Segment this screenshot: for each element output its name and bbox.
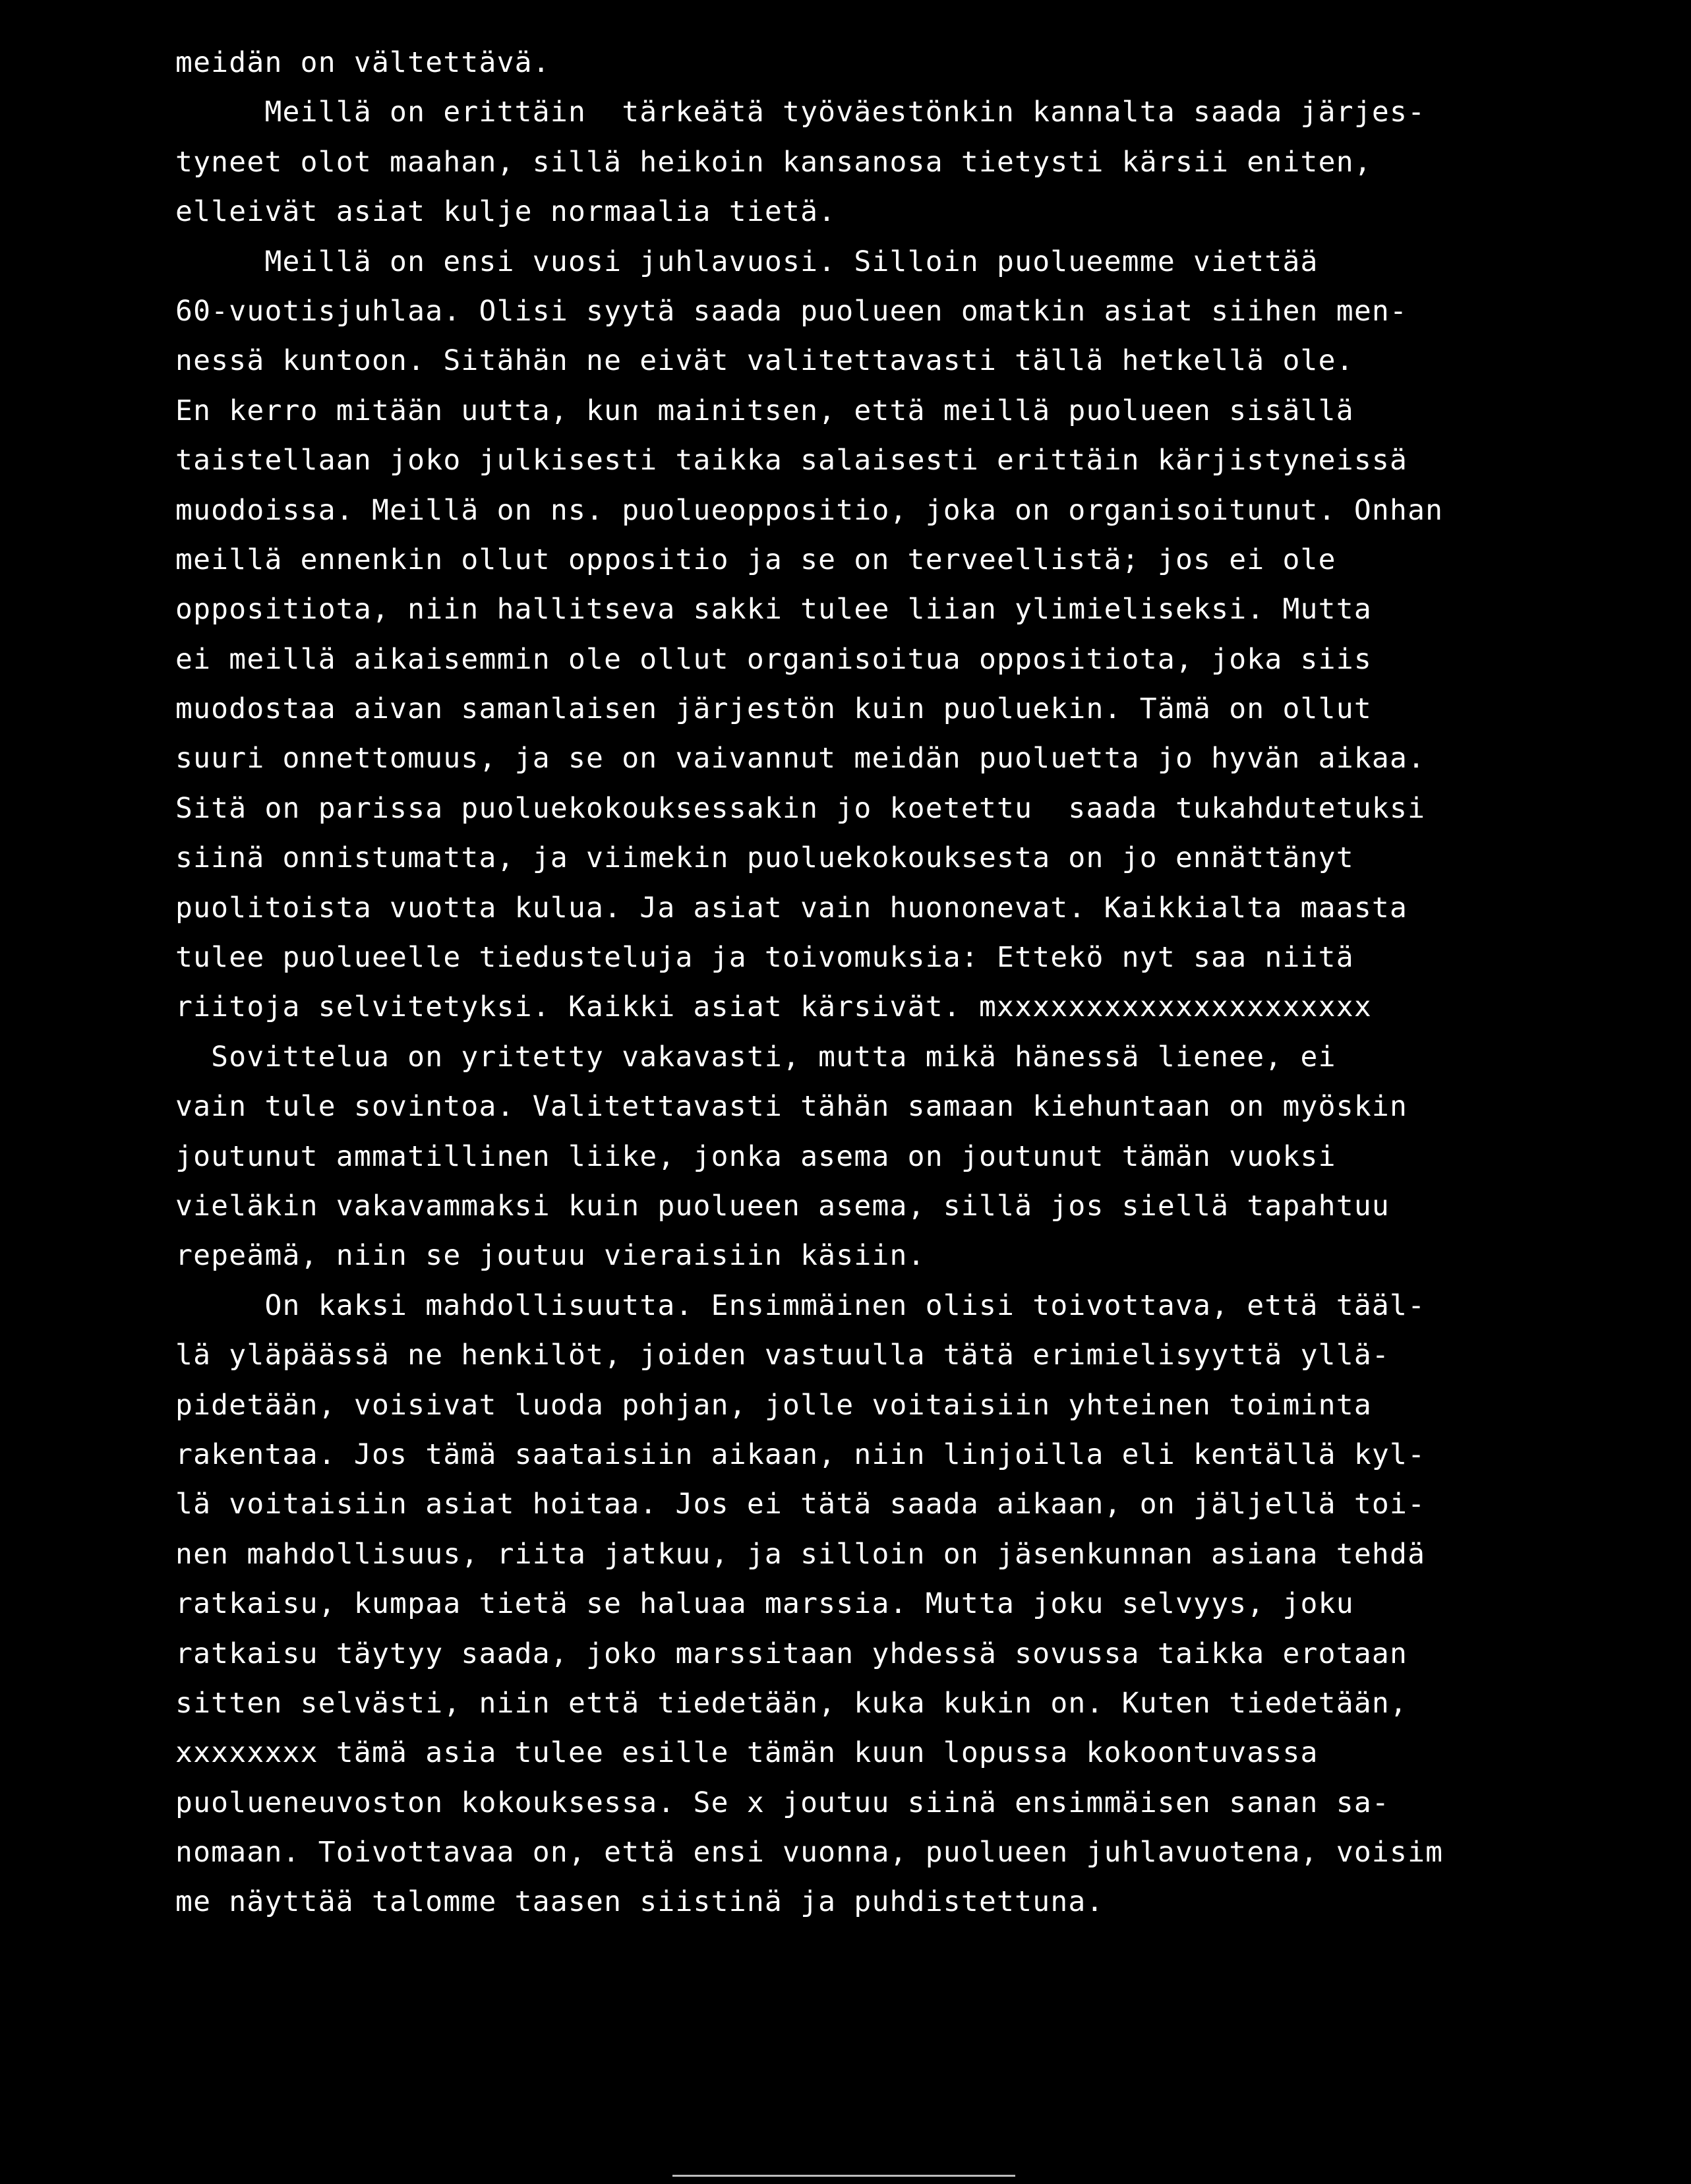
text-line: Sovittelua on yritetty vakavasti, mutta mikä hänessä lienee, ei: [175, 1040, 1336, 1074]
text-line: riitoja selvitetyksi. Kaikki asiat kärsivät. mxxxxxxxxxxxxxxxxxxxxx: [175, 990, 1372, 1024]
text-line: vain tule sovintoa. Valitettavasti tähän samaan kiehuntaan on myöskin: [175, 1090, 1408, 1124]
text-line: ei meillä aikaisemmin ole ollut organisoitua oppositiota, joka siis: [175, 642, 1372, 676]
text-line: lä voitaisiin asiat hoitaa. Jos ei tätä saada aikaan, on jäljellä toi-: [175, 1488, 1426, 1521]
text-line: xxxxxxxx tämä asia tulee esille tämän kuun lopussa kokoontuvassa: [175, 1736, 1319, 1770]
text-line: meidän on vältettävä.: [175, 46, 550, 79]
text-line: muodoissa. Meillä on ns. puolueoppositio, joka on organisoitunut. Onhan: [175, 493, 1444, 527]
text-line: sitten selvästi, niin että tiedetään, kuka kukin on. Kuten tiedetään,: [175, 1686, 1408, 1720]
text-line: siinä onnistumatta, ja viimekin puoluekokouksesta on jo ennättänyt: [175, 841, 1354, 875]
text-line: puolueneuvoston kokouksessa. Se x joutuu siinä ensimmäisen sanan sa-: [175, 1786, 1390, 1819]
text-line: muodostaa aivan samanlaisen järjestön kuin puoluekin. Tämä on ollut: [175, 692, 1372, 726]
text-line: elleivät asiat kulje normaalia tietä.: [175, 195, 837, 229]
text-line: puolitoista vuotta kulua. Ja asiat vain huononevat. Kaikkialta maasta: [175, 891, 1408, 925]
footer-rule: [672, 2175, 1015, 2177]
text-line: vieläkin vakavammaksi kuin puolueen asema, sillä jos siellä tapahtuu: [175, 1189, 1390, 1223]
text-line: 60-vuotisjuhlaa. Olisi syytä saada puolueen omatkin asiat siihen men-: [175, 294, 1408, 328]
text-line: On kaksi mahdollisuutta. Ensimmäinen olisi toivottava, että tääl-: [175, 1289, 1426, 1322]
text-line: pidetään, voisivat luoda pohjan, jolle voitaisiin yhteinen toiminta: [175, 1388, 1372, 1422]
body-text: [175, 38, 1652, 1927]
text-line: meillä ennenkin ollut oppositio ja se on terveellistä; jos ei ole: [175, 543, 1336, 576]
text-line: En kerro mitään uutta, kun mainitsen, että meillä puolueen sisällä: [175, 394, 1354, 427]
text-line: joutunut ammatillinen liike, jonka asema on joutunut tämän vuoksi: [175, 1139, 1336, 1173]
text-line: Meillä on erittäin tärkeätä työväestönkin kannalta saada järjes-: [175, 96, 1426, 129]
text-line: tulee puolueelle tiedusteluja ja toivomuksia: Ettekö nyt saa niitä: [175, 941, 1354, 975]
text-line: taistellaan joko julkisesti taikka salaisesti erittäin kärjistyneissä: [175, 444, 1408, 477]
text-line: oppositiota, niin hallitseva sakki tulee liian ylimieliseksi. Mutta: [175, 593, 1372, 626]
text-line: nessä kuntoon. Sitähän ne eivät valitettavasti tällä hetkellä ole.: [175, 344, 1354, 378]
text-line: rakentaa. Jos tämä saataisiin aikaan, niin linjoilla eli kentällä kyl-: [175, 1438, 1426, 1471]
text-line: ratkaisu, kumpaa tietä se haluaa marssia. Mutta joku selvyys, joku: [175, 1587, 1354, 1621]
text-line: nen mahdollisuus, riita jatkuu, ja silloin on jäsenkunnan asiana tehdä: [175, 1537, 1426, 1571]
text-line: lä yläpäässä ne henkilöt, joiden vastuulla tätä erimielisyyttä yllä-: [175, 1339, 1390, 1372]
text-line: Meillä on ensi vuosi juhlavuosi. Silloin puolueemme viettää: [175, 245, 1319, 278]
text-line: me näyttää talomme taasen siistinä ja puhdistettuna.: [175, 1885, 1104, 1919]
text-line: repeämä, niin se joutuu vieraisiin käsiin.: [175, 1239, 926, 1273]
text-line: Sitä on parissa puoluekokouksessakin jo koetettu saada tukahdutetuksi: [175, 791, 1426, 825]
text-line: tyneet olot maahan, sillä heikoin kansanosa tietysti kärsii eniten,: [175, 145, 1372, 179]
text-line: nomaan. Toivottavaa on, että ensi vuonna, puolueen juhlavuotena, voisim: [175, 1836, 1444, 1869]
text-line: ratkaisu täytyy saada, joko marssitaan yhdessä sovussa taikka erotaan: [175, 1637, 1408, 1670]
text-line: suuri onnettomuus, ja se on vaivannut meidän puoluetta jo hyvän aikaa.: [175, 742, 1426, 775]
